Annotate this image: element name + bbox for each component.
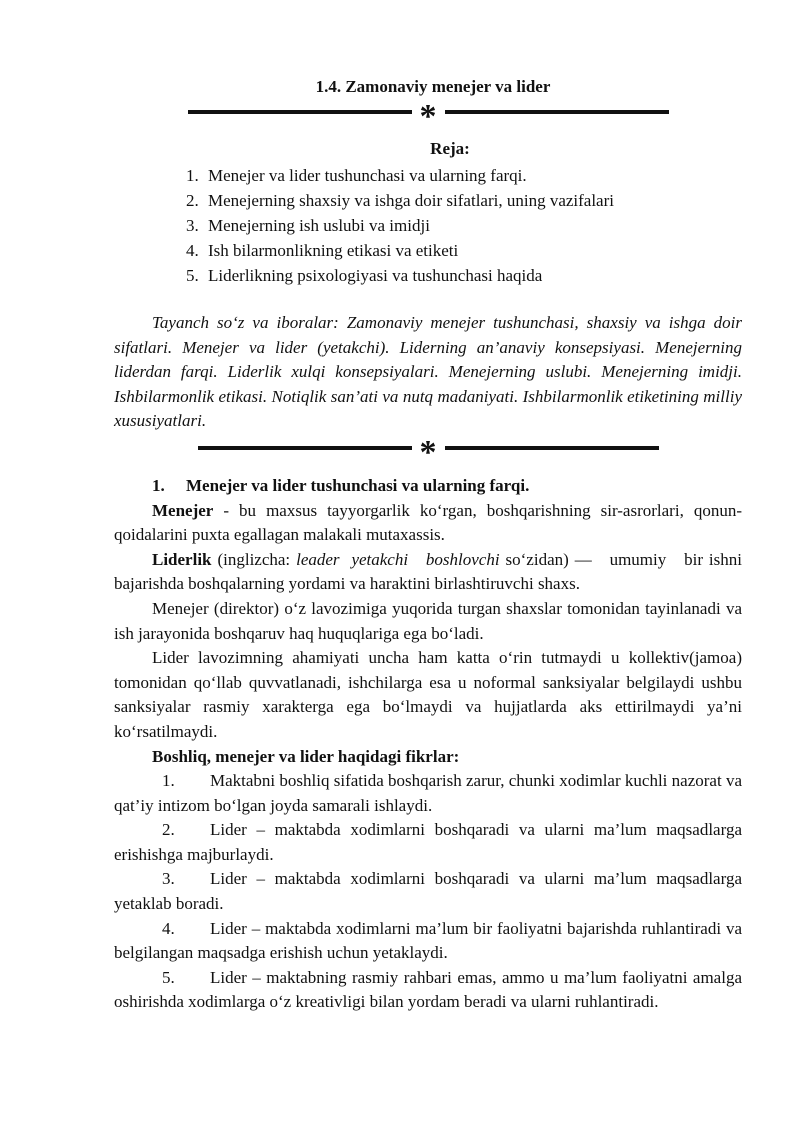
keywords-paragraph: Tayanch so‘z va iboralar: Zamonaviy menejer tushunchasi, shaxsiy va ishga doir sifatlari. Menejer va lider (yetakchi). Liderning an’anaviy konsepsiyasi. Menejerning liderdan farqi. Liderlik xulqi konsepsiyalari. Menejerning uslubi. Menejerning imidji. Ishbilarmonlik etikasi. Notiqlik san’ati va nutq madaniyati. Ishbilarmonlik etiketining milliy xususiyatlari.: [114, 313, 742, 431]
section-heading: [114, 474, 742, 499]
liderlik-definition: [114, 548, 747, 597]
menejer-definition: [114, 499, 742, 548]
plan-item: [186, 188, 742, 213]
menejer-definition-text: - bu maxsus tayyorgarlik ko‘rgan, boshqarishning sir-asrorlari, qonun-qoidalarini puxta egallagan malakali mutaxassis.: [114, 500, 742, 545]
opinion-text: Lider – maktabda xodimlarni boshqaradi va ularni ma’lum maqsadlarga yetaklab boradi.: [114, 869, 742, 914]
liderlik-term: Liderlik: [152, 549, 212, 569]
liderlik-prefix: (inglizcha:: [211, 549, 297, 569]
document-page: [114, 76, 747, 1015]
opinion-number: 4.: [162, 918, 175, 938]
section-number: 1.: [152, 475, 165, 495]
divider-star: *: [419, 433, 437, 471]
opinion-text: Maktabni boshliq sifatida boshqarish zarur, chunki xodimlar kuchli nazorat va qat’iy intizom bo‘lgan joyda samarali ishlaydi.: [114, 771, 742, 815]
divider-bar-right: [445, 446, 659, 450]
plan-item-text: Menejerning shaxsiy va ishga doir sifatlari, uning vazifalari: [208, 191, 614, 210]
opinion-item: [114, 966, 742, 1015]
opinion-text: Lider – maktabda xodimlarni boshqaradi va ularni ma’lum maqsadlarga erishishga majburlaydi.: [114, 820, 742, 864]
plan-item: [186, 163, 742, 188]
plan-item-number: 4.: [186, 241, 199, 260]
plan-item: [186, 213, 742, 238]
section-title: Menejer va lider tushunchasi va ularning farqi.: [186, 475, 530, 495]
keywords-divider: [114, 433, 742, 471]
plan-item-text: Menejerning ish uslubi va imidji: [208, 216, 430, 235]
title-divider: [114, 98, 742, 135]
divider-star: *: [419, 98, 437, 135]
plan-item-number: 3.: [186, 216, 199, 235]
page-title: 1.4. Zamonaviy menejer va lider: [315, 77, 551, 96]
body-paragraph: Lider lavozimning ahamiyati uncha ham katta o‘rin tutmaydi u kollektiv(jamoa) tomonidan qo‘llab quvvatlanadi, ishchilarga esa u noformal sanksiyalar belgilaydi ushbu sanksiyalar rasmiy xarakterga ega bo‘lmaydi va hujjatlarda aks ettirilmaydi ya’ni ko‘rsatilmaydi.: [114, 648, 742, 741]
divider-bar-left: [188, 110, 412, 114]
menejer-term: Menejer: [152, 500, 214, 520]
plan-item: [186, 238, 742, 263]
plan-item-number: 5.: [186, 266, 199, 285]
plan-item-text: Ish bilarmonlikning etikasi va etiketi: [208, 241, 459, 260]
opinion-item: [114, 917, 742, 966]
opinion-number: 5.: [162, 967, 175, 987]
opinion-number: 3.: [162, 869, 175, 889]
plan-item-number: 1.: [186, 166, 199, 185]
plan-list: [114, 163, 742, 288]
opinion-number: 1.: [162, 771, 175, 791]
divider-bar-left: [198, 446, 412, 450]
liderlik-etymology: leader yetakchi boshlovchi: [296, 549, 500, 569]
plan-heading: Reja:: [430, 139, 470, 158]
opinion-number: 2.: [162, 820, 175, 840]
opinion-text: Lider – maktabda xodimlarni ma’lum bir faoliyatni bajarishda ruhlantiradi va belgilangan maqsadga erishish uchun yetaklaydi.: [114, 918, 742, 963]
liderlik-definition-text: so‘zidan) — umumiy bir ishni bajarishda boshqalarning yordami va haraktini birlashtiruvchi shaxs.: [114, 549, 747, 594]
plan-item-text: Menejer va lider tushunchasi va ularning farqi.: [208, 166, 527, 185]
divider-bar-right: [445, 110, 669, 114]
plan-item: [186, 263, 742, 288]
subheading: Boshliq, menejer va lider haqidagi fikrlar:: [152, 746, 460, 766]
plan-item-number: 2.: [186, 191, 199, 210]
opinion-item: [114, 818, 742, 867]
body-paragraph: Menejer (direktor) o‘z lavozimiga yuqorida turgan shaxslar tomonidan tayinlanadi va ish jarayonida boshqaruv haq huquqlariga ega bo‘ladi.: [114, 598, 742, 643]
opinion-item: [114, 867, 742, 916]
opinion-item: [114, 769, 742, 818]
opinion-text: Lider – maktabning rasmiy rahbari emas, ammo u ma’lum faoliyatni amalga oshirishda xodimlarga o‘z kreativligi bilan yordam beradi va ularni ruhlantiradi.: [114, 967, 742, 1012]
plan-item-text: Liderlikning psixologiyasi va tushunchasi haqida: [208, 266, 543, 285]
